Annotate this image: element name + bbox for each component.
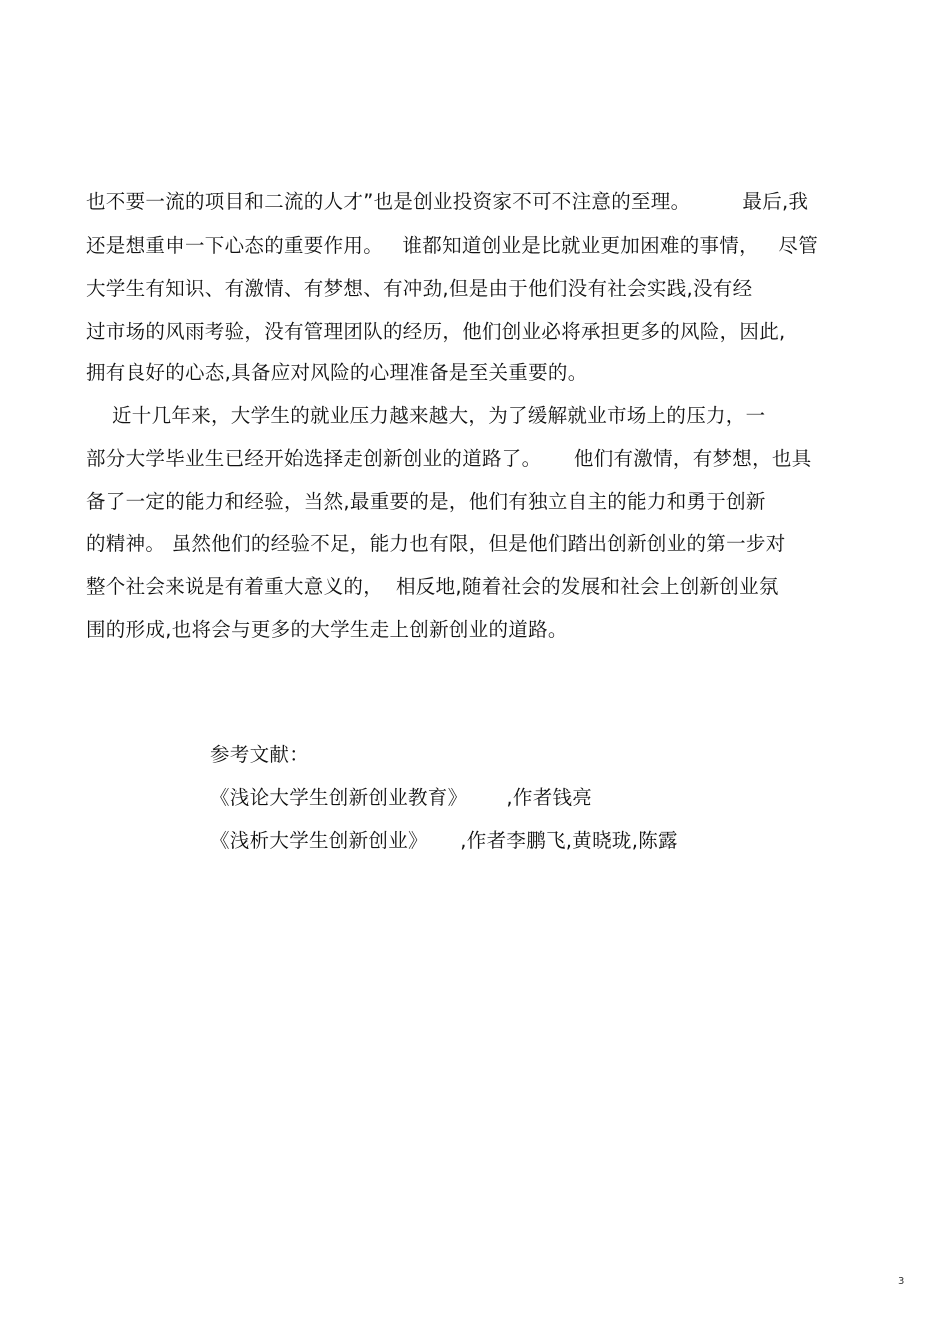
page-number: 3: [898, 1276, 905, 1287]
paragraph-2-line-3: 备了一定的能力和经验，当然,最重要的是，他们有独立自主的能力和勇于创新: [86, 490, 766, 513]
paragraph-1-line-3: 大学生有知识、有激情、有梦想、有冲劲,但是由于他们没有社会实践,没有经: [86, 277, 753, 300]
paragraph-2-line-5: 整个社会来说是有着重大意义的， 相反地,随着社会的发展和社会上创新创业氛: [86, 575, 779, 598]
paragraph-2-line-2: 部分大学毕业生已经开始选择走创新创业的道路了。 他们有激情，有梦想，也具: [86, 447, 812, 470]
reference-item-1: 《浅论大学生创新创业教育》 ,作者钱亮: [210, 786, 593, 809]
references-heading: 参考文献：: [210, 743, 310, 766]
paragraph-1-line-2: 还是想重申一下心态的重要作用。 谁都知道创业是比就业更加困难的事情， 尽管: [86, 234, 818, 257]
paragraph-1-line-5: 拥有良好的心态,具备应对风险的心理准备是至关重要的。: [86, 361, 588, 384]
paragraph-2-line-6: 围的形成,也将会与更多的大学生走上创新创业的道路。: [86, 618, 568, 641]
paragraph-2-line-4: 的精神。 虽然他们的经验不足，能力也有限，但是他们踏出创新创业的第一步对: [86, 532, 786, 555]
paragraph-1-line-4: 过市场的风雨考验，没有管理团队的经历，他们创业必将承担更多的风险，因此,: [86, 320, 786, 343]
reference-item-2: 《浅析大学生创新创业》 ,作者李鹏飞,黄晓珑,陈露: [210, 829, 678, 852]
paragraph-2-line-1: 近十几年来，大学生的就业压力越来越大，为了缓解就业市场上的压力，一: [86, 404, 766, 427]
paragraph-1-line-1: 也不要一流的项目和二流的人才”也是创业投资家不可不注意的至理。 最后,我: [86, 190, 809, 213]
